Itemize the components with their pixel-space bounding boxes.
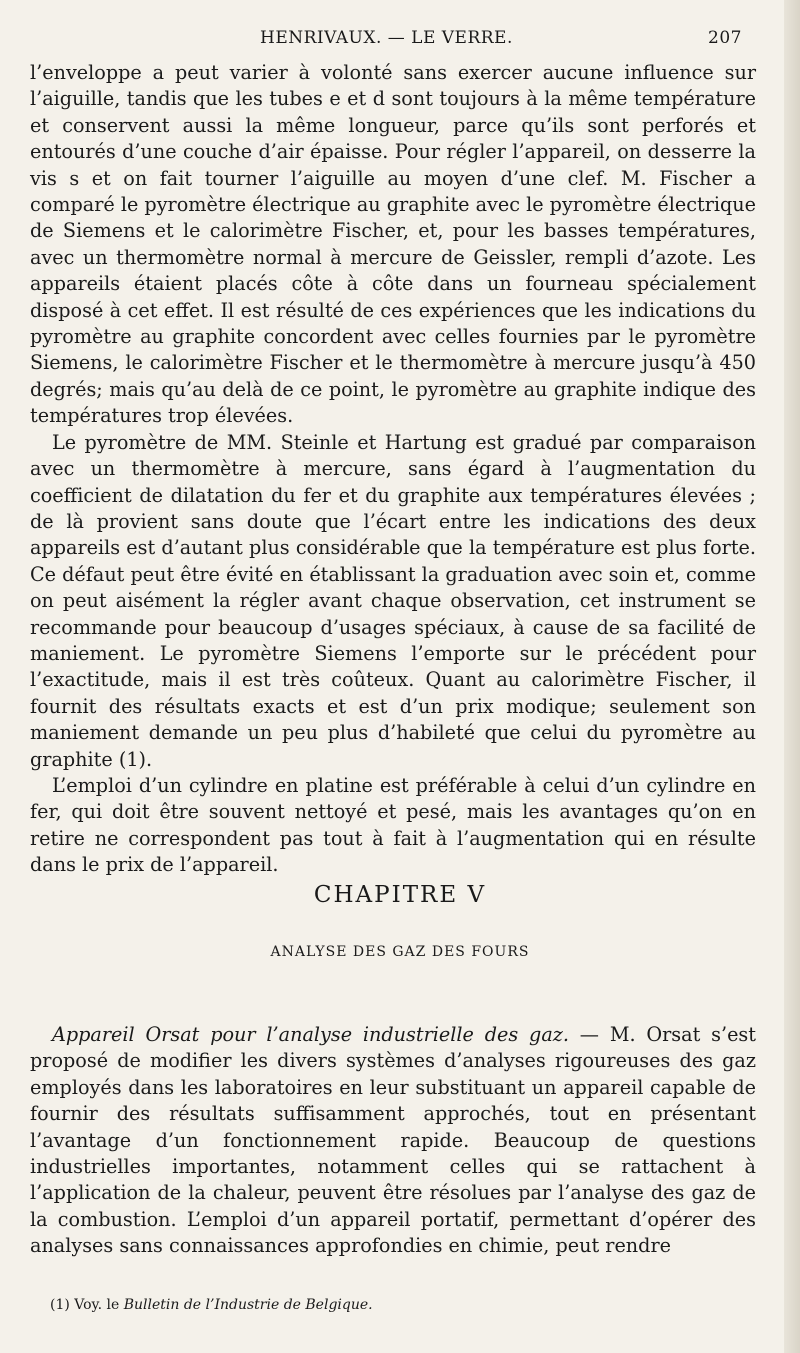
- running-header: [260, 28, 760, 54]
- chapter-title: CHAPITRE V: [313, 882, 487, 908]
- body-text-lower: [30, 1022, 756, 1260]
- section-text: — M. Orsat s’est proposé de modifier les divers systèmes d’analyses rigoureuses des gaz employés dans les laboratoires en leur substituant un appareil capable de fournir des résultats suffisamment approchés, tout en présentant l’avantage d’un fonctionnement rapide. Beaucoup de questions industrielles importantes, notamment celles qui se rattachent à l’application de la chaleur, peuvent être résolues par l’analyse des gaz de la combustion. L’emploi d’un appareil portatif, permettant d’opérer des analyses sans connaissances approfondies en chimie, peut rendre: [30, 1023, 756, 1258]
- body-text-upper: [30, 60, 756, 879]
- footnote: [50, 1296, 750, 1314]
- chapter-subtitle: ANALYSE DES GAZ DES FOURS: [270, 944, 530, 960]
- section-paragraph: [30, 1022, 756, 1260]
- running-title: HENRIVAUX. — LE VERRE.: [260, 28, 513, 48]
- section-lead: Appareil Orsat pour l’analyse industrielle des gaz.: [52, 1023, 569, 1046]
- paragraph-1: l’enveloppe a peut varier à volonté sans exercer aucune influence sur l’aiguille, tandis que les tubes e et d sont toujours à la même température et conservent aussi la même longueur, parce qu’ils sont perforés et entourés d’une couche d’air épaisse. Pour régler l’appareil, on desserre la vis s et on fait tourner l’aiguille au moyen d’une clef. M. Fischer a comparé le pyromètre électrique au graphite avec le pyromètre électrique de Siemens et le calorimètre Fischer, et, pour les basses températures, avec un thermomètre normal à mercure de Geissler, rempli d’azote. Les appareils étaient placés côte à côte dans un fourneau spécialement disposé à cet effet. Il est résulté de ces expériences que les indications du pyromètre au graphite concordent avec celles fournies par le pyromètre Siemens, le calorimètre Fischer et le thermomètre à mercure jusqu’à 450 degrés; mais qu’au delà de ce point, le pyromètre au graphite indique des températures trop élevées.: [30, 61, 757, 428]
- page-number: 207: [708, 28, 742, 48]
- paragraph-2: Le pyromètre de MM. Steinle et Hartung est gradué par comparaison avec un thermomètre à mercure, sans égard à l’augmentation du coefficient de dilatation du fer et du graphite aux températures élevées ; de là provient sans doute que l’écart entre les indications des deux appareils est d’autant plus considérable que la température est plus forte. Ce défaut peut être évité en établissant la graduation avec soin et, comme on peut aisément la régler avant chaque observation, cet instrument se recommande pour beaucoup d’usages spéciaux, à cause de sa facilité de maniement. Le pyromètre Siemens l’emporte sur le précédent pour l’exactitude, mais il est très coûteux. Quant au calorimètre Fischer, il fournit des résultats exacts et est d’un prix modique; seulement son maniement demande un peu plus d’habileté que celui du pyromètre au graphite (1).: [30, 430, 756, 771]
- footnote-text: Voy. le: [69, 1297, 124, 1313]
- footnote-source: Bulletin de l’Industrie de Belgique.: [123, 1297, 373, 1313]
- footnote-marker: (1): [50, 1297, 70, 1313]
- page-edge: [784, 0, 800, 1353]
- paragraph-3: L’emploi d’un cylindre en platine est préférable à celui d’un cylindre en fer, qui doit être souvent nettoyé et pesé, mais les avantages qu’on en retire ne correspondent pas tout à fait à l’augmentation qui en résulte dans le prix de l’appareil.: [30, 773, 756, 877]
